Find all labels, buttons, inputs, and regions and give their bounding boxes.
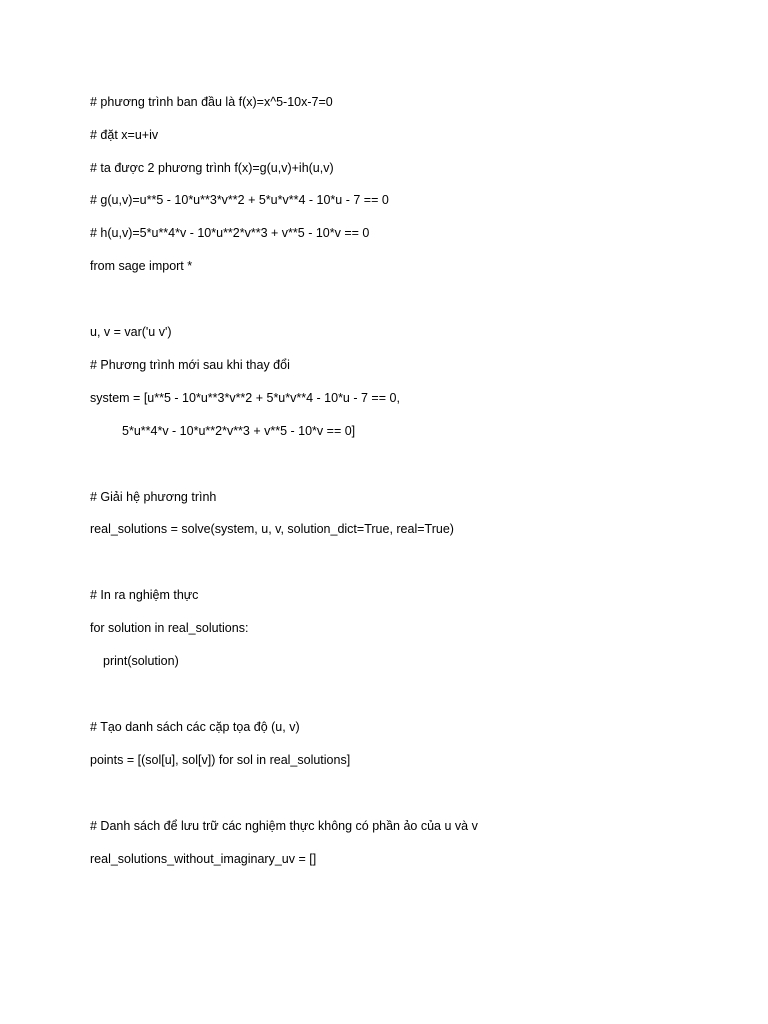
comment-split-equation: # ta được 2 phương trình f(x)=g(u,v)+ih(u,v): [90, 161, 334, 175]
code-points-line: points = [(sol[u], sol[v]) for sol in real_solutions]: [90, 753, 351, 767]
comment-h-equation: # h(u,v)=5*u**4*v - 10*u**2*v**3 + v**5 - 10*v == 0: [90, 226, 370, 240]
code-var-line: u, v = var('u v'): [90, 325, 172, 339]
code-for-loop-line: for solution in real_solutions:: [90, 621, 249, 635]
comment-create-points: # Tạo danh sách các cặp tọa độ (u, v): [90, 720, 300, 734]
code-import-line: from sage import *: [90, 259, 193, 273]
comment-substitution: # đặt x=u+iv: [90, 128, 159, 142]
code-empty-list-line: real_solutions_without_imaginary_uv = []: [90, 852, 317, 866]
code-system-continuation: 5*u**4*v - 10*u**2*v**3 + v**5 - 10*v == 0]: [122, 424, 356, 438]
comment-original-equation: # phương trình ban đầu là f(x)=x^5-10x-7=0: [90, 95, 333, 109]
code-solve-line: real_solutions = solve(system, u, v, solution_dict=True, real=True): [90, 522, 454, 536]
comment-new-equation: # Phương trình mới sau khi thay đổi: [90, 358, 290, 372]
comment-print-real: # In ra nghiệm thực: [90, 588, 199, 602]
code-system-line: system = [u**5 - 10*u**3*v**2 + 5*u*v**4 - 10*u - 7 == 0,: [90, 391, 400, 405]
comment-storage-list: # Danh sách để lưu trữ các nghiệm thực không có phần ảo của u và v: [90, 819, 478, 833]
code-print-line: print(solution): [103, 654, 179, 668]
comment-g-equation: # g(u,v)=u**5 - 10*u**3*v**2 + 5*u*v**4 - 10*u - 7 == 0: [90, 193, 389, 207]
comment-solve-system: # Giải hệ phương trình: [90, 490, 217, 504]
